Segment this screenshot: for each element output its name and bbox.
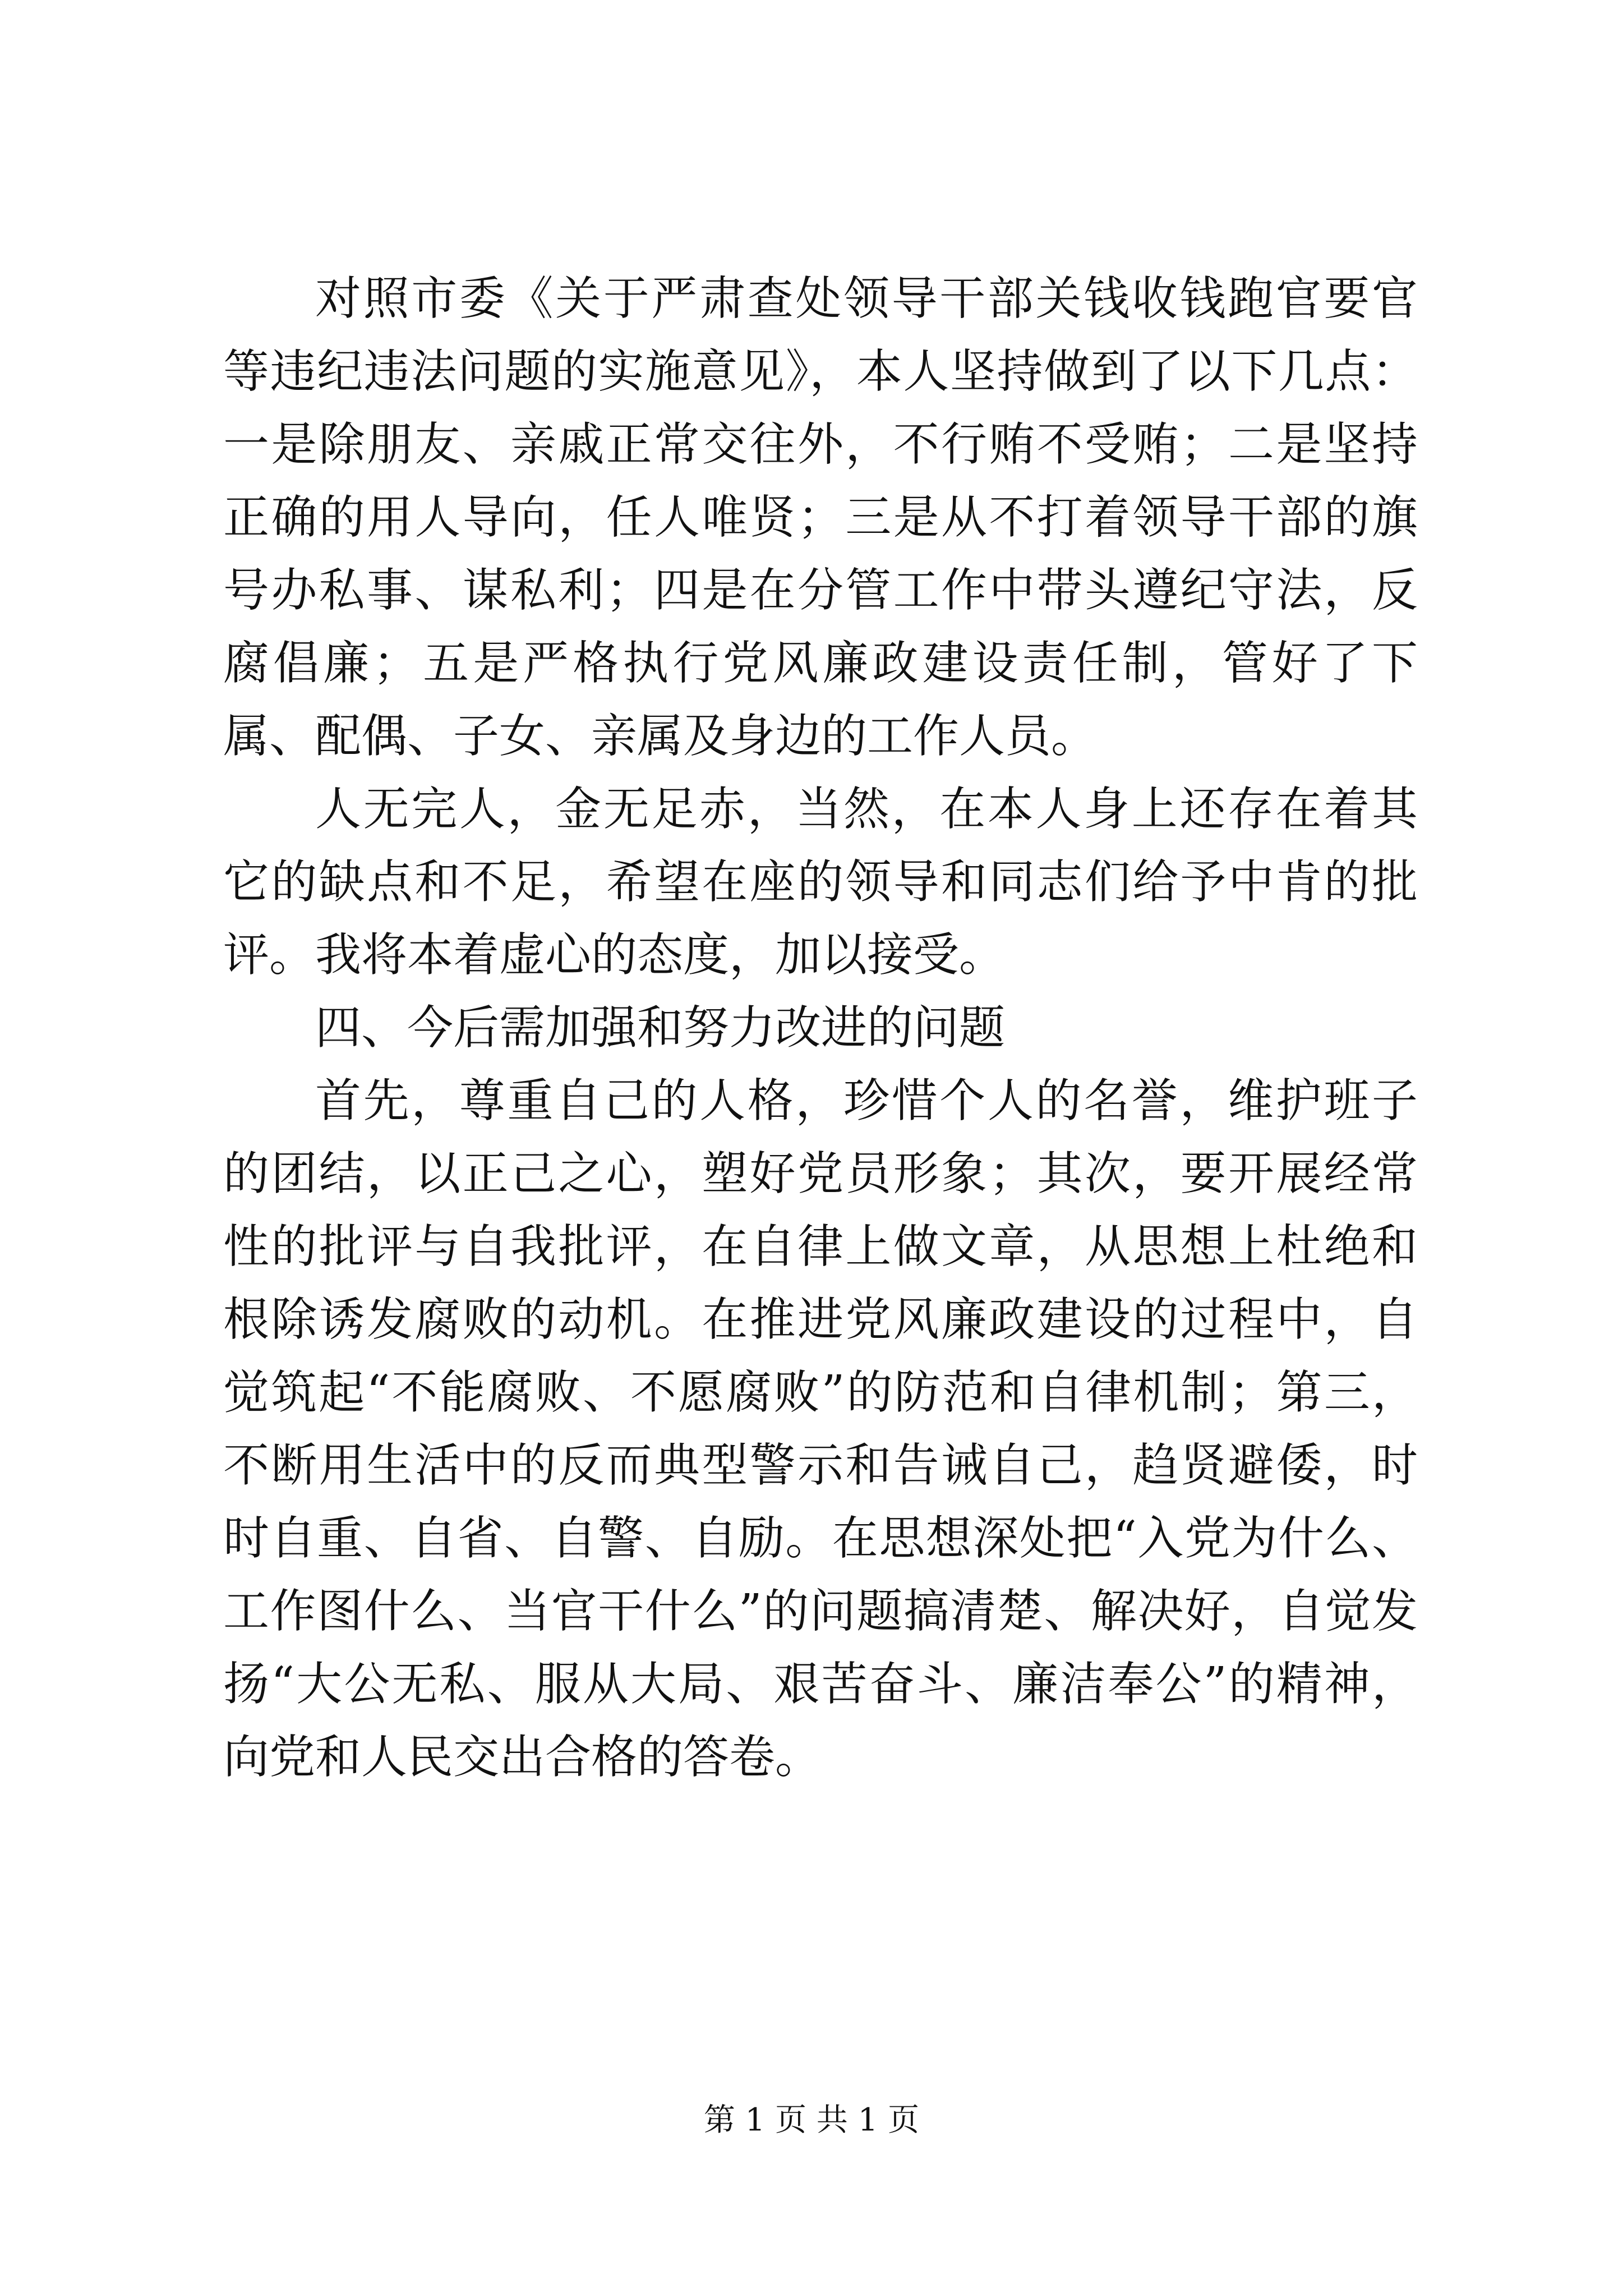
paragraph-shortcomings: 人无完人，金无足赤，当然，在本人身上还存在着其它的缺点和不足，希望在座的领导和同志们给予中肯的批评。我将本着虚心的态度，加以接受。: [223, 783, 1418, 982]
section-heading-improvements: 四、今后需加强和努力改进的问题: [315, 1001, 1006, 1055]
paragraph-improvement-measures: 首先，尊重自己的人格，珍惜个人的名誉，维护班子的团结，以正己之心，塑好党员形象；其次，要开展经常性的批评与自我批评，在自律上做文章，从思想上杜绝和根除诱发腐败的动机。在推进党风廉政建设的过程中，自觉筑起“不能腐败、不愿腐败”的防范和自律机制；第三，不断用生活中的反而典型警示和告诫自己，趋贤避倭，时时自重、自省、自警、自励。在思想深处把“入党为什么、工作图什么、当官干什么”的问题搞清楚、解决好，自觉发扬“大公无私、服从大局、艰苦奋斗、廉洁奉公”的精神，向党和人民交出合格的答卷。: [223, 1074, 1418, 1784]
paragraph-self-discipline: 对照市委《关于严肃查处领导干部关钱收钱跑官要官等违纪违法问题的实施意见》，本人坚持做到了以下几点：一是除朋友、亲戚正常交往外，不行贿不受贿；二是坚持正确的用人导向，任人唯贤；三是从不打着领导干部的旗号办私事、谋私利；四是在分管工作中带头遵纪守法，反腐倡廉；五是严格执行党风廉政建设责任制，管好了下属、配偶、子女、亲属及身边的工作人员。: [223, 272, 1418, 763]
document-body: [223, 263, 1418, 1794]
page-footer: 第 1 页 共 1 页: [703, 2102, 920, 2138]
